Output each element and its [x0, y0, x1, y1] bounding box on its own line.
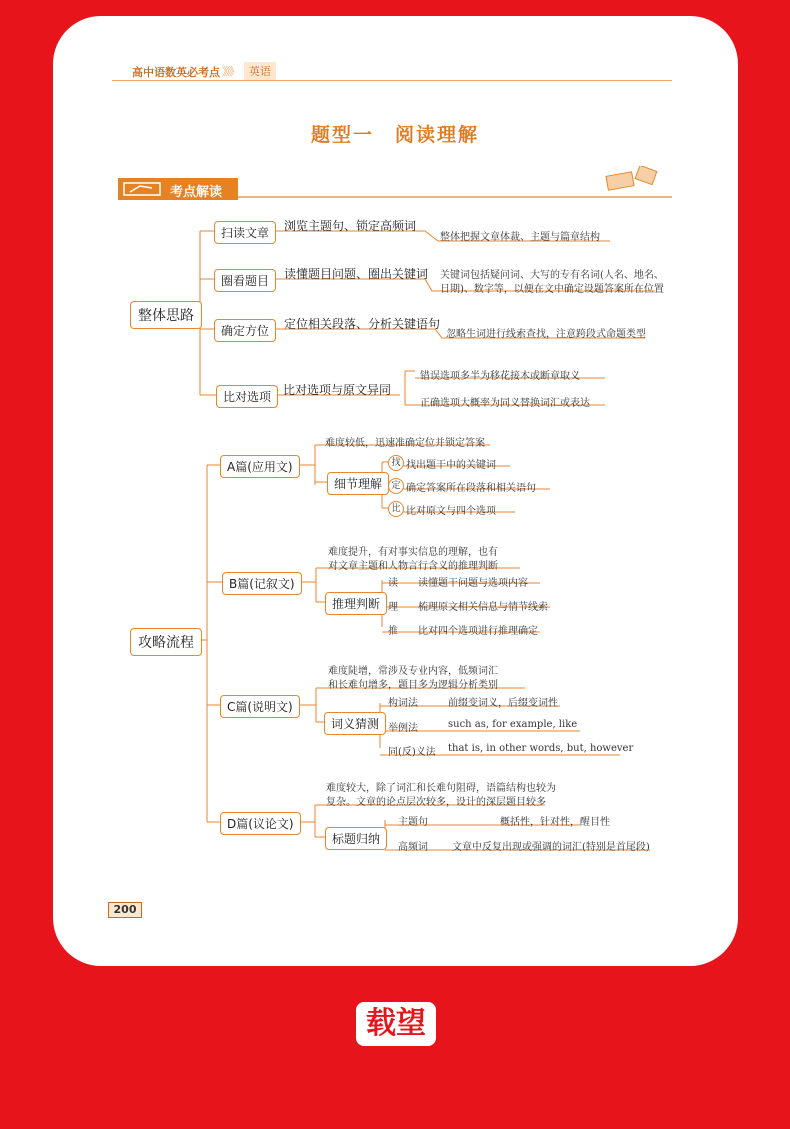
passage-c-intro-2: 和长难句增多，题目多为逻辑分析类别 — [328, 680, 498, 691]
step-b-2: 梳理原文相关信息与情节线索 — [418, 602, 548, 613]
step-b-2-key: 理 — [388, 602, 398, 613]
step-c-2-key: 举例法 — [388, 723, 418, 734]
passage-d-intro-2: 复杂。文章的论点层次较多，设计的深层题目较多 — [326, 797, 546, 808]
step-c-3: that is, in other words, but, however — [448, 743, 634, 754]
root-strategy-flow: 攻略流程 — [130, 628, 202, 656]
step-c-1-key: 构词法 — [388, 698, 418, 709]
step-b-1-key: 读 — [388, 578, 398, 589]
step-a-2-key: 定 — [388, 478, 404, 494]
step-b-3-key: 推 — [388, 626, 398, 637]
subject-tag: 英语 — [244, 62, 276, 80]
node-skim-text: 扫读文章 — [214, 221, 276, 244]
step-c-1: 前缀变词义，后缀变词性 — [448, 698, 558, 709]
passage-b-intro-2: 对文章主题和人物言行含义的推理判断 — [328, 561, 498, 572]
node-passage-c: C篇(说明文) — [220, 695, 300, 718]
node-passage-a: A篇(应用文) — [220, 455, 300, 478]
passage-c-intro-1: 难度陡增，常涉及专业内容，低频词汇 — [328, 666, 498, 677]
step-a-1-key: 找 — [388, 455, 404, 471]
step-a-2: 确定答案所在段落和相关语句 — [406, 483, 536, 494]
locate-note: 忽略生词进行线索查找，注意跨段式命题类型 — [446, 329, 646, 340]
page-title: 题型一 阅读理解 — [310, 124, 479, 146]
passage-b-intro-1: 难度提升，有对事实信息的理解，也有 — [328, 547, 498, 558]
step-a-3-key: 比 — [388, 501, 404, 517]
method-detail-comprehension: 细节理解 — [327, 472, 389, 495]
skim-desc: 浏览主题句、锁定高频词 — [284, 219, 417, 233]
node-locate-position: 确定方位 — [214, 319, 276, 342]
passage-a-intro: 难度较低，迅速准确定位并锁定答案 — [325, 438, 485, 449]
node-passage-d: D篇(议论文) — [220, 812, 301, 835]
step-b-3: 比对四个选项进行推理确定 — [418, 626, 538, 637]
book-title: 高中语数英必考点 — [132, 66, 220, 79]
compare-desc: 比对选项与原文异同 — [283, 383, 392, 397]
method-title-induction: 标题归纳 — [325, 827, 387, 850]
chevron-right-icon: 》》》 — [222, 65, 238, 78]
method-word-guessing: 词义猜测 — [324, 712, 386, 735]
step-d-2-key: 高频词 — [398, 842, 428, 853]
step-c-3-key: 同(反)义法 — [388, 747, 436, 758]
node-mark-questions: 圈看题目 — [214, 269, 276, 292]
step-d-1: 概括性，针对性，醒目性 — [500, 817, 610, 828]
mark-desc: 读懂题目问题、圈出关键词 — [284, 267, 429, 281]
node-passage-b: B篇(记叙文) — [222, 572, 302, 595]
step-a-1: 找出题干中的关键词 — [406, 460, 496, 471]
brand-logo: 载望 — [356, 1002, 436, 1046]
node-compare-options: 比对选项 — [216, 385, 278, 408]
skim-note: 整体把握文章体裁、主题与篇章结构 — [440, 232, 600, 243]
locate-desc: 定位相关段落、分析关键语句 — [284, 317, 441, 331]
mark-note-1: 关键词包括疑问词、大写的专有名词(人名、地名、 — [440, 270, 664, 281]
step-b-1: 读懂题干问题与选项内容 — [418, 578, 528, 589]
passage-d-intro-1: 难度较大，除了词汇和长难句阻碍，语篇结构也较为 — [326, 783, 556, 794]
step-a-3: 比对原文与四个选项 — [406, 506, 496, 517]
step-c-2: such as, for example, like — [448, 719, 578, 730]
section-banner-label: 考点解读 — [170, 185, 223, 200]
method-inference: 推理判断 — [325, 592, 387, 615]
mark-note-2: 日期)、数字等，以便在文中确定设题答案所在位置 — [440, 284, 664, 295]
compare-note-2: 正确选项大概率为同义替换词汇或表达 — [420, 398, 590, 409]
root-overall-approach: 整体思路 — [130, 301, 202, 329]
compare-note-1: 错误选项多半为移花接木或断章取义 — [420, 371, 580, 382]
step-d-2: 文章中反复出现或强调的词汇(特别是首尾段) — [452, 842, 650, 853]
page-number: 200 — [108, 902, 142, 918]
step-d-1-key: 主题句 — [398, 817, 428, 828]
